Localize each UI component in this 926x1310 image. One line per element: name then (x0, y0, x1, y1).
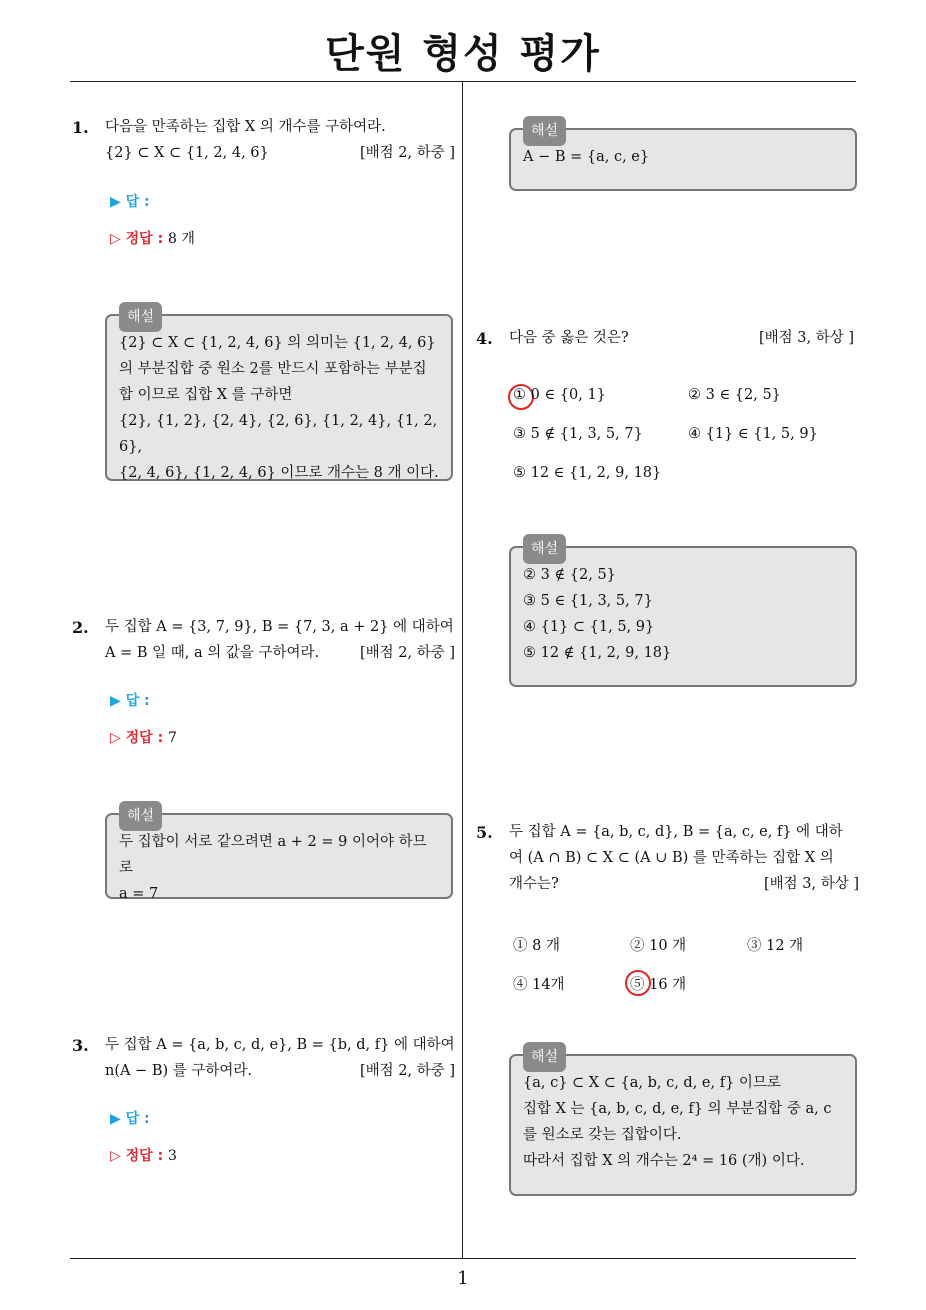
q3-score: [배점 2, 하중 ] (359, 1063, 455, 1079)
q3-number: 3. (72, 1036, 89, 1055)
q2-solution-line: 두 집합이 서로 같으려면 a + 2 = 9 이어야 하므로 (119, 834, 427, 876)
q2-line2: A = B 일 때, a 의 값을 구하여라. (105, 645, 320, 661)
q1-solution-line: {2, 4, 6}, {1, 2, 4, 6} 이므로 개수는 8 개 이다. (119, 465, 439, 481)
q5-option-4[interactable]: ④ 14개 (513, 977, 565, 993)
q1-solution-tag: 해설 (119, 302, 162, 332)
q3-text (105, 1032, 455, 1084)
q2-score: [배점 2, 하중 ] (359, 645, 455, 661)
q2-correct-value: 7 (168, 730, 177, 746)
q4-solution-box (509, 541, 857, 687)
top-rule (70, 81, 856, 82)
bottom-rule (70, 1258, 856, 1259)
q2-solution-tag: 해설 (119, 801, 162, 831)
q1-answer-label: ▶ 답 : (110, 194, 150, 210)
q3-correct (110, 1145, 177, 1165)
q4-option-5[interactable]: ⑤ 12 ∈ {1, 2, 9, 18} (513, 465, 662, 481)
q4-line1: 다음 중 옳은 것은? (509, 330, 629, 346)
q1-number: 1. (72, 118, 89, 137)
q2-solution-line: a = 7 (119, 886, 159, 902)
q1-solution-line: {2}, {1, 2}, {2, 4}, {2, 6}, {1, 2, 4}, {1, 2, 6}, (119, 413, 438, 455)
q4-solution-line: ④ {1} ⊂ {1, 5, 9} (523, 619, 655, 635)
q5-solution-line: 따라서 집합 X 의 개수는 2⁴ = 16 (개) 이다. (523, 1153, 805, 1169)
q2-correct (110, 727, 177, 747)
q3-answer-label: ▶ 답 : (110, 1111, 150, 1127)
q2-correct-label: ▷ 정답 : (110, 730, 164, 746)
q4-option-3[interactable]: ③ 5 ∉ {1, 3, 5, 7} (513, 426, 643, 442)
q4-option-4[interactable]: ④ {1} ∈ {1, 5, 9} (688, 426, 818, 442)
q4-score: [배점 3, 하상 ] (758, 330, 854, 346)
q5-text (509, 819, 859, 897)
page-number: 1 (457, 1268, 469, 1289)
q1-solution-box (105, 309, 453, 481)
q1-solution-line: 합 이므로 집합 X 를 구하면 (119, 387, 293, 403)
page-title: 단원 형성 평가 (325, 31, 601, 77)
q1-solution-line: 의 부분집합 중 원소 2를 반드시 포함하는 부분집 (119, 361, 427, 377)
q5-score: [배점 3, 하상 ] (763, 876, 859, 892)
q1-correct-value: 8 개 (168, 231, 195, 247)
q3-correct-value: 3 (168, 1148, 177, 1164)
q2-solution-box (105, 808, 453, 902)
q1-score: [배점 2, 하중 ] (359, 145, 455, 161)
q5-solution-line: {a, c} ⊂ X ⊂ {a, b, c, d, e, f} 이므로 (523, 1075, 781, 1091)
q4-option-2[interactable]: ② 3 ∈ {2, 5} (688, 387, 781, 403)
q5-solution-tag: 해설 (523, 1042, 566, 1072)
q4-solution-tag: 해설 (523, 534, 566, 564)
q5-line1: 두 집합 A = {a, b, c, d}, B = {a, c, e, f} 에 대하 (509, 824, 843, 840)
q4-solution-line: ③ 5 ∈ {1, 3, 5, 7} (523, 593, 653, 609)
q4-number: 4. (476, 329, 493, 348)
q1-line1: 다음을 만족하는 집합 X 의 개수를 구하여라. (105, 119, 386, 135)
q3-line1: 두 집합 A = {a, b, c, d, e}, B = {b, d, f} 에 대하여 (105, 1037, 455, 1053)
q5-option-1[interactable]: ① 8 개 (513, 938, 560, 954)
q3-line2: n(A − B) 를 구하여라. (105, 1063, 253, 1079)
q5-solution-line: 집합 X 는 {a, b, c, d, e, f} 의 부분집합 중 a, c (523, 1101, 832, 1117)
q5-option-2[interactable]: ② 10 개 (630, 938, 687, 954)
q5-option-5[interactable]: ⑤ 16 개 (630, 977, 687, 993)
q5-solution-box (509, 1049, 857, 1196)
q4-solution-line: ② 3 ∉ {2, 5} (523, 567, 616, 583)
q3-solution-box (509, 123, 857, 191)
q4-text (509, 325, 854, 351)
q5-line2: 여 (A ∩ B) ⊂ X ⊂ (A ∪ B) 를 만족하는 집합 X 의 (509, 850, 834, 866)
q5-number: 5. (476, 823, 493, 842)
q1-text (105, 114, 455, 166)
q1-correct (110, 228, 195, 248)
q2-text (105, 614, 455, 666)
q1-line2: {2} ⊂ X ⊂ {1, 2, 4, 6} (105, 145, 269, 161)
q5-solution-line: 를 원소로 갖는 집합이다. (523, 1127, 682, 1143)
q3-solution-tag: 해설 (523, 116, 566, 146)
q4-solution-line: ⑤ 12 ∉ {1, 2, 9, 18} (523, 645, 672, 661)
q1-correct-label: ▷ 정답 : (110, 231, 164, 247)
q5-line3: 개수는? (509, 876, 559, 892)
q3-solution-line: A − B = {a, c, e} (523, 149, 650, 165)
q3-correct-label: ▷ 정답 : (110, 1148, 164, 1164)
q1-solution-line: {2} ⊂ X ⊂ {1, 2, 4, 6} 의 의미는 {1, 2, 4, 6} (119, 335, 436, 351)
q2-answer-label: ▶ 답 : (110, 693, 150, 709)
q4-option-1[interactable]: ① 0 ∈ {0, 1} (513, 387, 606, 403)
q2-number: 2. (72, 618, 89, 637)
q5-option-3[interactable]: ③ 12 개 (747, 938, 804, 954)
column-divider (462, 82, 463, 1258)
q2-line1: 두 집합 A = {3, 7, 9}, B = {7, 3, a + 2} 에 대하여 (105, 619, 454, 635)
